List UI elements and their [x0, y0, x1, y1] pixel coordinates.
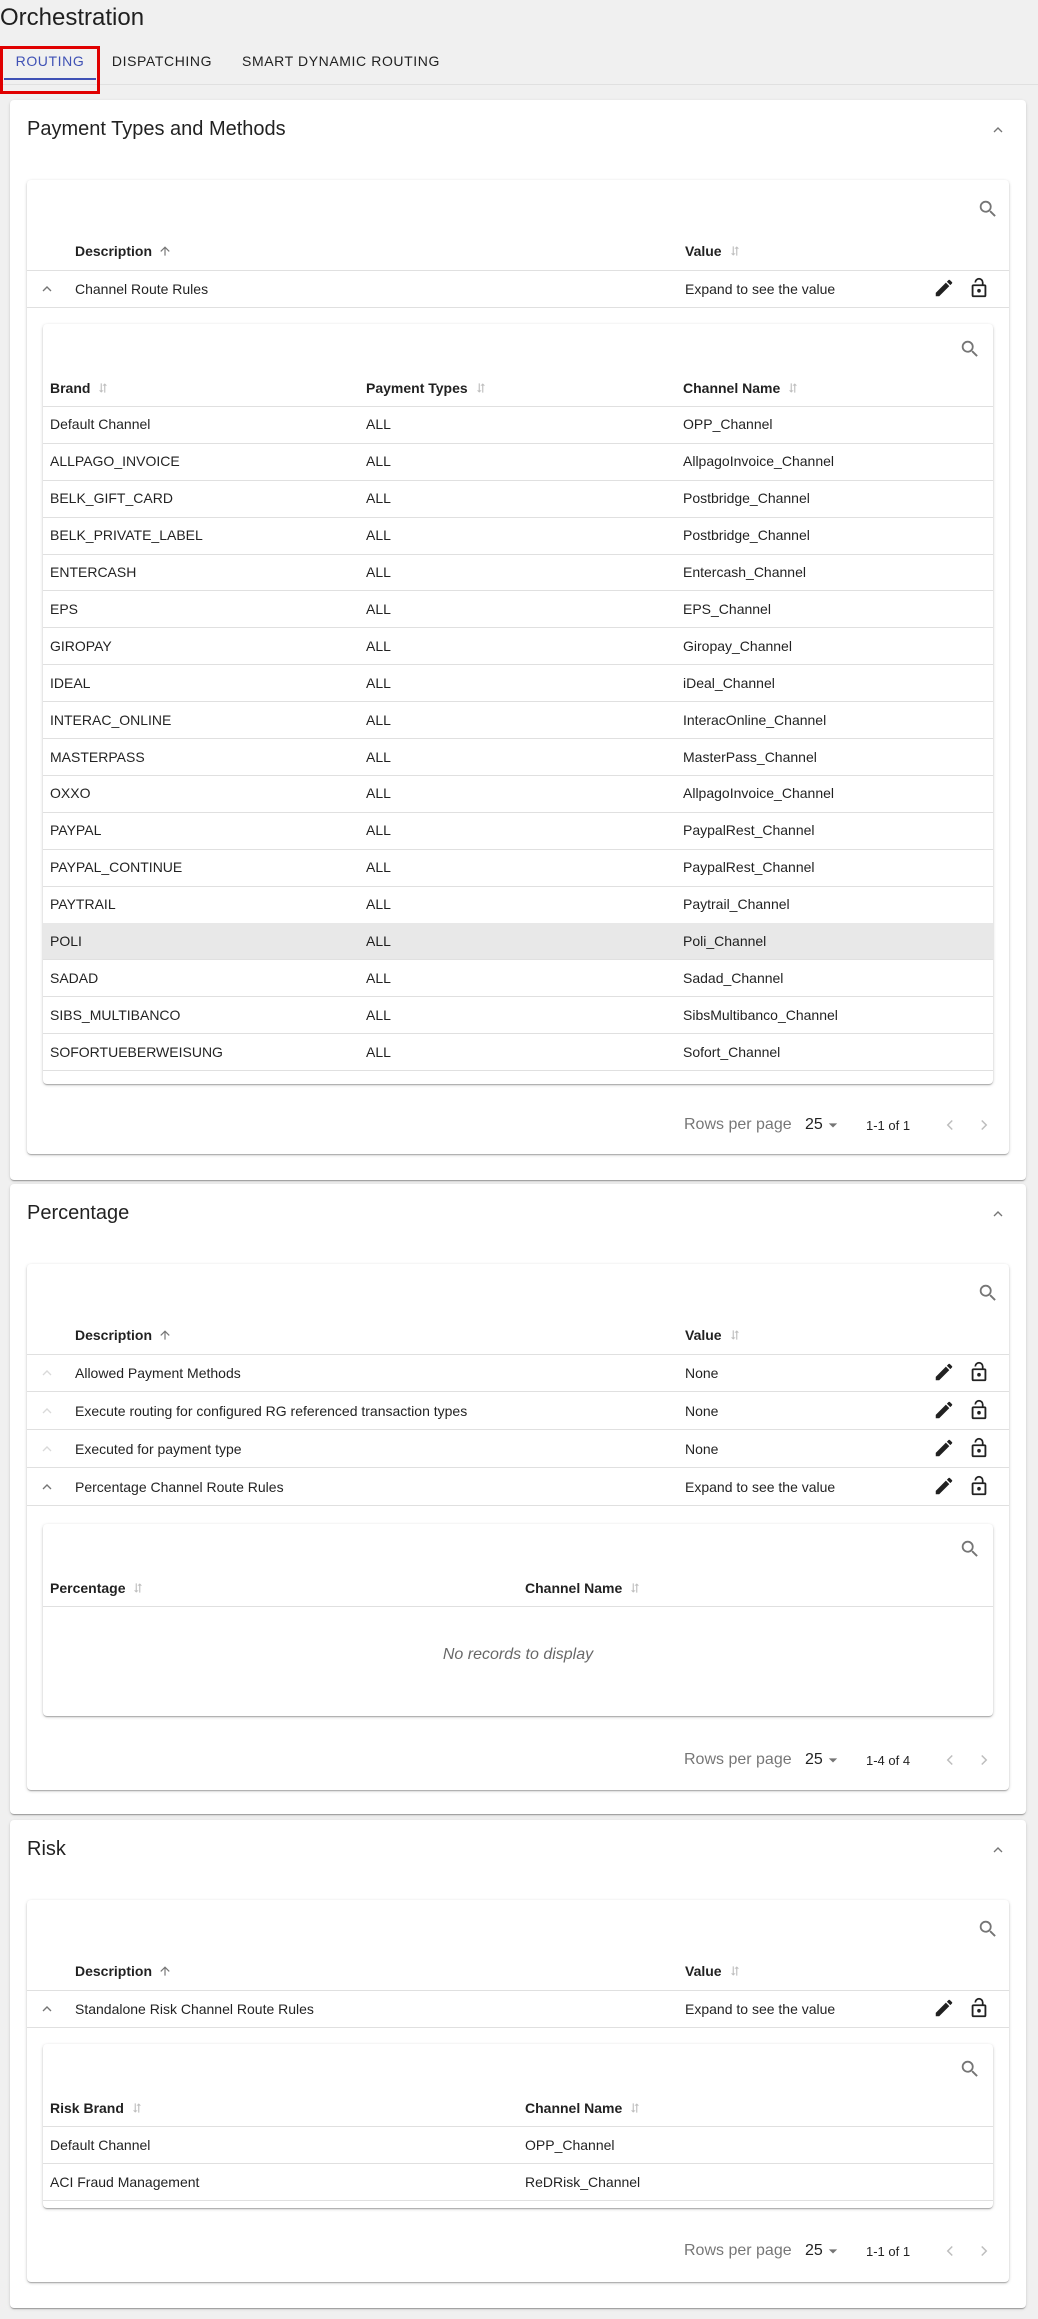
- panel-title: Risk: [27, 1838, 66, 1860]
- lock-icon[interactable]: [968, 1361, 990, 1383]
- rule-value: None: [685, 1440, 719, 1457]
- panel-title: Payment Types and Methods: [27, 118, 286, 140]
- table-row[interactable]: [43, 406, 993, 444]
- table-row: [27, 1392, 1009, 1430]
- payment-types-cell: ALL: [366, 822, 391, 839]
- chevron-up-icon[interactable]: [990, 1842, 1006, 1858]
- payment-types-cell: ALL: [366, 453, 391, 470]
- table-header: [27, 232, 1009, 271]
- chevron-up-icon[interactable]: [39, 1403, 55, 1419]
- search-icon[interactable]: [959, 1538, 981, 1560]
- payment-types-cell: ALL: [366, 527, 391, 544]
- table-row[interactable]: [43, 996, 993, 1034]
- lock-icon[interactable]: [968, 1997, 990, 2019]
- table-row[interactable]: [43, 812, 993, 850]
- tab-bar: [0, 38, 1038, 85]
- channel-name-header[interactable]: Channel Name: [525, 2090, 642, 2126]
- channel-name-cell: Paytrail_Channel: [683, 896, 790, 913]
- value-header[interactable]: Value: [685, 1952, 742, 1990]
- channel-name-cell: AllpagoInvoice_Channel: [683, 453, 834, 470]
- previous-page-button[interactable]: [941, 1110, 959, 1140]
- search-icon[interactable]: [959, 2058, 981, 2080]
- channel-name-cell: MasterPass_Channel: [683, 748, 817, 765]
- payment-types-cell: ALL: [366, 674, 391, 691]
- table-footer: [27, 2236, 1009, 2266]
- channel-name-cell: PaypalRest_Channel: [683, 859, 815, 876]
- pagination-range: 1-1 of 1: [866, 1117, 911, 1133]
- value-header[interactable]: Value: [685, 1316, 742, 1354]
- table-header: [27, 1952, 1009, 1991]
- sort-icon: [786, 381, 800, 395]
- chevron-up-icon[interactable]: [990, 122, 1006, 138]
- chevron-up-icon[interactable]: [39, 281, 55, 297]
- table-row[interactable]: [43, 923, 993, 961]
- brand-cell: GIROPAY: [50, 637, 112, 654]
- sort-icon: [131, 1581, 145, 1595]
- table-row[interactable]: [43, 960, 993, 998]
- channel-name-cell: Sofort_Channel: [683, 1043, 781, 1060]
- table-row[interactable]: [43, 480, 993, 518]
- chevron-up-icon[interactable]: [39, 1365, 55, 1381]
- tab-dispatching[interactable]: DISPATCHING: [111, 53, 213, 69]
- arrow-up-icon: [158, 1964, 172, 1978]
- table-header: [43, 1570, 993, 1607]
- rows-per-page-select[interactable]: 25: [805, 2236, 843, 2266]
- edit-icon[interactable]: [933, 1997, 955, 2019]
- highlight-box: [0, 46, 100, 94]
- value-header[interactable]: Value: [685, 232, 742, 270]
- description-header[interactable]: Description: [75, 1316, 172, 1354]
- chevron-up-icon[interactable]: [39, 1479, 55, 1495]
- table-row[interactable]: [43, 627, 993, 665]
- rule-description: Percentage Channel Route Rules: [75, 1478, 284, 1495]
- table-footer: [27, 1110, 1009, 1140]
- arrow-up-icon: [158, 244, 172, 258]
- chevron-up-icon[interactable]: [990, 1206, 1006, 1222]
- table-row[interactable]: [43, 849, 993, 887]
- search-icon[interactable]: [959, 338, 981, 360]
- table-row: [27, 270, 1009, 308]
- rule-description: Standalone Risk Channel Route Rules: [75, 2000, 314, 2017]
- payment-types-panel: [10, 100, 1026, 1180]
- table-row[interactable]: [43, 591, 993, 629]
- rule-description: Executed for payment type: [75, 1440, 242, 1457]
- channel-name-cell: AllpagoInvoice_Channel: [683, 785, 834, 802]
- brand-cell: SOFORTUEBERWEISUNG: [50, 1043, 223, 1060]
- channel-name-cell: SibsMultibanco_Channel: [683, 1006, 838, 1023]
- pagination-range: 1-4 of 4: [866, 1752, 911, 1768]
- table-header: [27, 1316, 1009, 1355]
- table-row[interactable]: [43, 517, 993, 555]
- tab-smart-dynamic-routing[interactable]: SMART DYNAMIC ROUTING: [242, 53, 440, 69]
- sort-icon: [728, 244, 742, 258]
- next-page-button[interactable]: [975, 2236, 993, 2266]
- lock-icon[interactable]: [968, 1437, 990, 1459]
- rows-per-page-label: Rows per page: [684, 1116, 792, 1133]
- rule-description: Execute routing for configured RG referenced transaction types: [75, 1402, 468, 1419]
- percentage-header[interactable]: Percentage: [50, 1570, 145, 1606]
- brand-cell: INTERAC_ONLINE: [50, 711, 172, 728]
- dropdown-arrow-icon: [823, 1750, 843, 1770]
- payment-types-cell: ALL: [366, 896, 391, 913]
- payment-types-cell: ALL: [366, 711, 391, 728]
- edit-icon[interactable]: [933, 277, 955, 299]
- payment-types-cell: ALL: [366, 933, 391, 950]
- table-row[interactable]: [43, 738, 993, 776]
- sort-icon: [728, 1964, 742, 1978]
- channel-name-cell: Poli_Channel: [683, 933, 767, 950]
- table-row: [27, 1354, 1009, 1392]
- pagination-range: 1-1 of 1: [866, 2243, 911, 2259]
- payment-types-cell: ALL: [366, 490, 391, 507]
- search-icon[interactable]: [977, 1282, 999, 1304]
- table-row[interactable]: [43, 554, 993, 592]
- rule-value: Expand to see the value: [685, 2000, 836, 2017]
- percentage-panel: [10, 1184, 1026, 1814]
- risk-brand-cell: Default Channel: [50, 2136, 151, 2153]
- risk-panel: [10, 1820, 1026, 2308]
- chevron-left-icon: [941, 2242, 959, 2260]
- sort-icon: [728, 1328, 742, 1342]
- next-page-button[interactable]: [975, 1110, 993, 1140]
- payment-types-cell: ALL: [366, 748, 391, 765]
- lock-icon[interactable]: [968, 1475, 990, 1497]
- rule-value: Expand to see the value: [685, 1478, 836, 1495]
- channel-name-cell: ReDRisk_Channel: [525, 2173, 641, 2190]
- panel-title: Percentage: [27, 1202, 130, 1224]
- dropdown-arrow-icon: [823, 2241, 843, 2261]
- rule-value: None: [685, 1402, 719, 1419]
- brand-cell: ENTERCASH: [50, 564, 137, 581]
- search-icon[interactable]: [977, 198, 999, 220]
- brand-cell: PAYPAL: [50, 822, 102, 839]
- brand-cell: IDEAL: [50, 674, 91, 691]
- brand-cell: MASTERPASS: [50, 748, 145, 765]
- payment-types-cell: ALL: [366, 1006, 391, 1023]
- dropdown-arrow-icon: [823, 1115, 843, 1135]
- page-title: Orchestration: [0, 4, 145, 31]
- chevron-right-icon: [975, 1116, 993, 1134]
- edit-icon[interactable]: [933, 1361, 955, 1383]
- risk-table-card: [27, 1900, 1009, 2282]
- rows-per-page-label: Rows per page: [684, 2242, 792, 2259]
- table-row[interactable]: [43, 775, 993, 813]
- table-row[interactable]: [43, 701, 993, 739]
- percentage-rules-card: [43, 1524, 993, 1716]
- rows-per-page-label: Rows per page: [684, 1751, 792, 1768]
- payment-table-card: [27, 180, 1009, 1154]
- table-row: [27, 1430, 1009, 1468]
- description-header[interactable]: Description: [75, 1952, 172, 1990]
- chevron-left-icon: [941, 1116, 959, 1134]
- channel-name-cell: InteracOnline_Channel: [683, 711, 827, 728]
- brand-cell: PAYTRAIL: [50, 896, 116, 913]
- chevron-right-icon: [975, 1751, 993, 1769]
- channel-name-header[interactable]: Channel Name: [683, 370, 800, 406]
- sort-icon: [628, 1581, 642, 1595]
- payment-types-cell: ALL: [366, 416, 391, 433]
- table-header: [43, 370, 993, 407]
- rows-per-page-select[interactable]: 25: [805, 1110, 843, 1140]
- channel-name-cell: iDeal_Channel: [683, 674, 775, 691]
- payment-types-cell: ALL: [366, 969, 391, 986]
- payment-types-cell: ALL: [366, 600, 391, 617]
- lock-icon[interactable]: [968, 277, 990, 299]
- search-icon[interactable]: [977, 1918, 999, 1940]
- payment-types-cell: ALL: [366, 564, 391, 581]
- rule-description: Channel Route Rules: [75, 280, 209, 297]
- brand-header[interactable]: Brand: [50, 370, 110, 406]
- sort-icon: [474, 381, 488, 395]
- channel-name-cell: Entercash_Channel: [683, 564, 806, 581]
- empty-message: No records to display: [442, 1646, 594, 1663]
- brand-cell: BELK_PRIVATE_LABEL: [50, 527, 203, 544]
- payment-types-header[interactable]: Payment Types: [366, 370, 488, 406]
- arrow-up-icon: [158, 1328, 172, 1342]
- channel-name-header[interactable]: Channel Name: [525, 1570, 642, 1606]
- chevron-right-icon: [975, 2242, 993, 2260]
- table-row[interactable]: [43, 2126, 993, 2164]
- channel-rules-card: [43, 324, 993, 1084]
- chevron-up-icon[interactable]: [39, 1441, 55, 1457]
- channel-name-cell: PaypalRest_Channel: [683, 822, 815, 839]
- edit-icon[interactable]: [933, 1399, 955, 1421]
- chevron-up-icon[interactable]: [39, 2001, 55, 2017]
- percentage-table-card: [27, 1264, 1009, 1790]
- channel-name-cell: OPP_Channel: [525, 2136, 615, 2153]
- payment-types-cell: ALL: [366, 637, 391, 654]
- payment-types-cell: ALL: [366, 859, 391, 876]
- rows-per-page-select[interactable]: 25: [805, 1745, 843, 1775]
- brand-cell: OXXO: [50, 785, 91, 802]
- table-row: [27, 1990, 1009, 2028]
- brand-cell: SIBS_MULTIBANCO: [50, 1006, 181, 1023]
- table-footer: [27, 1745, 1009, 1775]
- previous-page-button[interactable]: [941, 1745, 959, 1775]
- channel-name-cell: Sadad_Channel: [683, 969, 784, 986]
- table-row[interactable]: [43, 443, 993, 481]
- channel-name-cell: EPS_Channel: [683, 600, 771, 617]
- table-row[interactable]: [43, 1033, 993, 1071]
- sort-icon: [130, 2101, 144, 2115]
- table-row: [27, 1468, 1009, 1506]
- next-page-button[interactable]: [975, 1745, 993, 1775]
- lock-icon[interactable]: [968, 1399, 990, 1421]
- previous-page-button[interactable]: [941, 2236, 959, 2266]
- description-header[interactable]: Description: [75, 232, 172, 270]
- payment-types-cell: ALL: [366, 1043, 391, 1060]
- chevron-left-icon: [941, 1751, 959, 1769]
- tab-routing[interactable]: ROUTING: [15, 53, 85, 69]
- payment-types-cell: ALL: [366, 785, 391, 802]
- channel-name-cell: Postbridge_Channel: [683, 490, 810, 507]
- brand-cell: ALLPAGO_INVOICE: [50, 453, 180, 470]
- risk-brand-cell: ACI Fraud Management: [50, 2173, 200, 2190]
- risk-rules-card: [43, 2044, 993, 2208]
- rule-description: Allowed Payment Methods: [75, 1364, 241, 1381]
- table-header: [43, 2090, 993, 2127]
- brand-cell: Default Channel: [50, 416, 151, 433]
- edit-icon[interactable]: [933, 1475, 955, 1497]
- channel-name-cell: Postbridge_Channel: [683, 527, 810, 544]
- brand-cell: POLI: [50, 933, 82, 950]
- rule-value: Expand to see the value: [685, 280, 836, 297]
- table-row[interactable]: [43, 664, 993, 702]
- rule-value: None: [685, 1364, 719, 1381]
- brand-cell: PAYPAL_CONTINUE: [50, 859, 183, 876]
- edit-icon[interactable]: [933, 1437, 955, 1459]
- table-row[interactable]: [43, 886, 993, 924]
- risk-brand-header[interactable]: Risk Brand: [50, 2090, 144, 2126]
- brand-cell: BELK_GIFT_CARD: [50, 490, 173, 507]
- channel-name-cell: Giropay_Channel: [683, 637, 792, 654]
- channel-name-cell: OPP_Channel: [683, 416, 773, 433]
- brand-cell: EPS: [50, 600, 79, 617]
- sort-icon: [628, 2101, 642, 2115]
- sort-icon: [96, 381, 110, 395]
- brand-cell: SADAD: [50, 969, 99, 986]
- table-row[interactable]: [43, 2163, 993, 2201]
